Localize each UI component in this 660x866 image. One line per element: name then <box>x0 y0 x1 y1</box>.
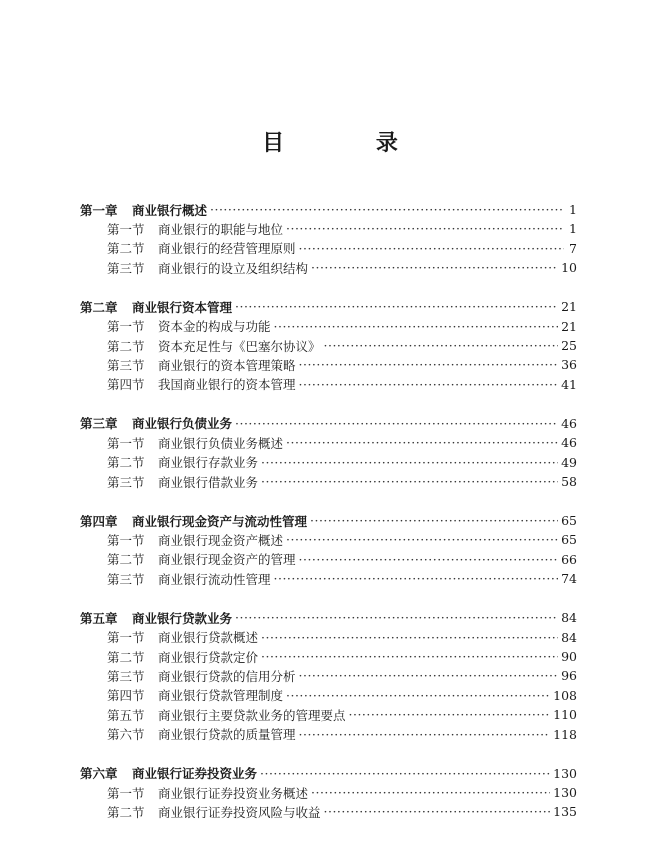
section-title: 商业银行的设立及组织结构 <box>158 260 309 276</box>
chapter-title: 商业银行现金资产与流动性管理 <box>132 513 308 529</box>
section-title: 商业银行证券投资业务概述 <box>158 785 309 801</box>
section-title: 商业银行证券投资风险与收益 <box>158 804 321 820</box>
toc-section-entry[interactable] <box>107 647 577 666</box>
section-number: 第四节 <box>107 377 145 393</box>
dot-leader <box>235 416 558 431</box>
dot-leader <box>299 552 559 567</box>
dot-leader <box>299 727 551 742</box>
chapter-title: 商业银行贷款业务 <box>132 610 233 626</box>
page-number: 7 <box>569 240 577 256</box>
toc-section-entry[interactable] <box>107 666 577 685</box>
toc-section-entry[interactable] <box>107 258 577 277</box>
section-title: 商业银行负债业务概述 <box>158 435 284 451</box>
toc-section-entry[interactable] <box>107 550 577 569</box>
section-number: 第一节 <box>107 630 145 646</box>
dot-leader <box>286 221 564 236</box>
dot-leader <box>324 804 551 819</box>
page-number: 58 <box>561 474 577 489</box>
section-title: 商业银行贷款管理制度 <box>158 688 284 704</box>
section-number: 第二节 <box>107 455 145 471</box>
page-number: 21 <box>561 299 577 315</box>
dot-leader <box>235 299 558 314</box>
section-title: 商业银行贷款的质量管理 <box>158 727 296 743</box>
dot-leader <box>274 571 559 586</box>
section-number: 第二节 <box>107 804 145 820</box>
chapter-number: 第四章 <box>80 513 118 529</box>
page-number: 108 <box>553 687 577 703</box>
section-number: 第一节 <box>107 435 145 451</box>
chapter-number: 第一章 <box>80 202 118 218</box>
dot-leader <box>299 357 559 372</box>
page-number: 49 <box>561 454 577 470</box>
section-number: 第六节 <box>107 727 145 743</box>
toc-chapter-entry[interactable] <box>80 414 577 433</box>
toc-section-entry[interactable] <box>107 725 577 744</box>
section-title: 商业银行借款业务 <box>158 474 259 490</box>
dot-leader <box>274 319 559 334</box>
section-title: 资本金的构成与功能 <box>158 319 271 335</box>
page-number: 1 <box>569 202 577 217</box>
page-number: 84 <box>561 610 577 626</box>
section-number: 第三节 <box>107 571 145 587</box>
section-title: 商业银行贷款的信用分析 <box>158 668 296 684</box>
page-number: 36 <box>561 357 577 373</box>
page-number: 66 <box>561 551 577 567</box>
dot-leader <box>235 610 558 625</box>
section-number: 第三节 <box>107 357 145 373</box>
toc-section-entry[interactable] <box>107 453 577 472</box>
toc-section-entry[interactable] <box>107 705 577 724</box>
dot-leader <box>299 668 559 683</box>
page-number: 110 <box>553 707 577 723</box>
section-number: 第二节 <box>107 649 145 665</box>
section-title: 商业银行贷款概述 <box>158 630 259 646</box>
toc-section-entry[interactable] <box>107 686 577 705</box>
section-number: 第一节 <box>107 532 145 548</box>
page-number: 10 <box>561 260 577 276</box>
section-number: 第一节 <box>107 785 145 801</box>
section-title: 商业银行的职能与地位 <box>158 221 284 237</box>
toc-chapter-entry[interactable] <box>80 608 577 627</box>
toc-section-entry[interactable] <box>107 628 577 647</box>
section-number: 第四节 <box>107 688 145 704</box>
section-title: 商业银行流动性管理 <box>158 571 271 587</box>
toc-chapter-entry[interactable] <box>80 764 577 783</box>
section-title: 商业银行现金资产概述 <box>158 532 284 548</box>
dot-leader <box>310 513 558 528</box>
section-number: 第三节 <box>107 668 145 684</box>
toc-section-entry[interactable] <box>107 336 577 355</box>
section-title: 我国商业银行的资本管理 <box>158 377 296 393</box>
page-number: 41 <box>561 376 577 392</box>
dot-leader <box>261 474 558 489</box>
dot-leader <box>299 377 559 392</box>
page-title: 目 录 <box>262 130 440 156</box>
dot-leader <box>261 649 558 664</box>
section-title: 商业银行的经营管理原则 <box>158 241 296 257</box>
toc-section-entry[interactable] <box>107 375 577 394</box>
dot-leader <box>286 435 558 450</box>
dot-leader <box>311 785 550 800</box>
section-title: 商业银行的资本管理策略 <box>158 357 296 373</box>
section-number: 第二节 <box>107 241 145 257</box>
section-title: 资本充足性与《巴塞尔协议》 <box>158 338 321 354</box>
page-number: 130 <box>553 785 577 800</box>
chapter-title: 商业银行概述 <box>132 202 208 218</box>
page-number: 130 <box>553 765 577 781</box>
dot-leader <box>286 688 550 703</box>
page-number: 65 <box>561 513 577 528</box>
page-number: 21 <box>561 318 577 334</box>
page-number: 118 <box>553 726 577 742</box>
page-number: 1 <box>569 221 577 237</box>
section-number: 第三节 <box>107 474 145 490</box>
page-number: 46 <box>561 415 577 431</box>
section-title: 商业银行主要贷款业务的管理要点 <box>158 707 346 723</box>
page-number: 96 <box>561 668 577 684</box>
toc-section-entry[interactable] <box>107 472 577 491</box>
section-number: 第三节 <box>107 260 145 276</box>
page-number: 74 <box>561 571 577 587</box>
chapter-number: 第六章 <box>80 766 118 782</box>
section-title: 商业银行存款业务 <box>158 455 259 471</box>
dot-leader <box>261 630 558 645</box>
page-number: 84 <box>561 629 577 645</box>
dot-leader <box>311 260 558 275</box>
chapter-number: 第三章 <box>80 416 118 432</box>
section-number: 第二节 <box>107 338 145 354</box>
section-title: 商业银行现金资产的管理 <box>158 552 296 568</box>
toc-section-entry[interactable] <box>107 355 577 374</box>
toc-section-entry[interactable] <box>107 530 577 549</box>
dot-leader <box>324 338 559 353</box>
dot-leader <box>349 707 551 722</box>
toc-chapter-entry[interactable] <box>80 200 577 219</box>
section-number: 第一节 <box>107 221 145 237</box>
dot-leader <box>260 766 550 781</box>
toc-section-entry[interactable] <box>107 783 577 802</box>
page-number: 135 <box>553 804 577 820</box>
toc-section-entry[interactable] <box>107 317 577 336</box>
toc-section-entry[interactable] <box>107 219 577 238</box>
page-number: 46 <box>561 435 577 451</box>
toc-section-entry[interactable] <box>107 239 577 258</box>
chapter-title: 商业银行负债业务 <box>132 416 233 432</box>
chapter-title: 商业银行资本管理 <box>132 299 233 315</box>
toc-section-entry[interactable] <box>107 569 577 588</box>
chapter-title: 商业银行证券投资业务 <box>132 766 258 782</box>
toc-section-entry[interactable] <box>107 433 577 452</box>
chapter-number: 第二章 <box>80 299 118 315</box>
page-number: 25 <box>561 338 577 353</box>
page-number: 65 <box>561 532 577 548</box>
section-number: 第二节 <box>107 552 145 568</box>
dot-leader <box>286 532 558 547</box>
dot-leader <box>299 241 564 256</box>
dot-leader <box>210 202 564 217</box>
section-number: 第一节 <box>107 319 145 335</box>
toc-chapter-entry[interactable] <box>80 511 577 530</box>
dot-leader <box>261 455 558 470</box>
section-title: 商业银行贷款定价 <box>158 649 259 665</box>
page-number: 90 <box>561 649 577 664</box>
toc-section-entry[interactable] <box>107 802 577 821</box>
section-number: 第五节 <box>107 707 145 723</box>
chapter-number: 第五章 <box>80 610 118 626</box>
toc-chapter-entry[interactable] <box>80 297 577 316</box>
